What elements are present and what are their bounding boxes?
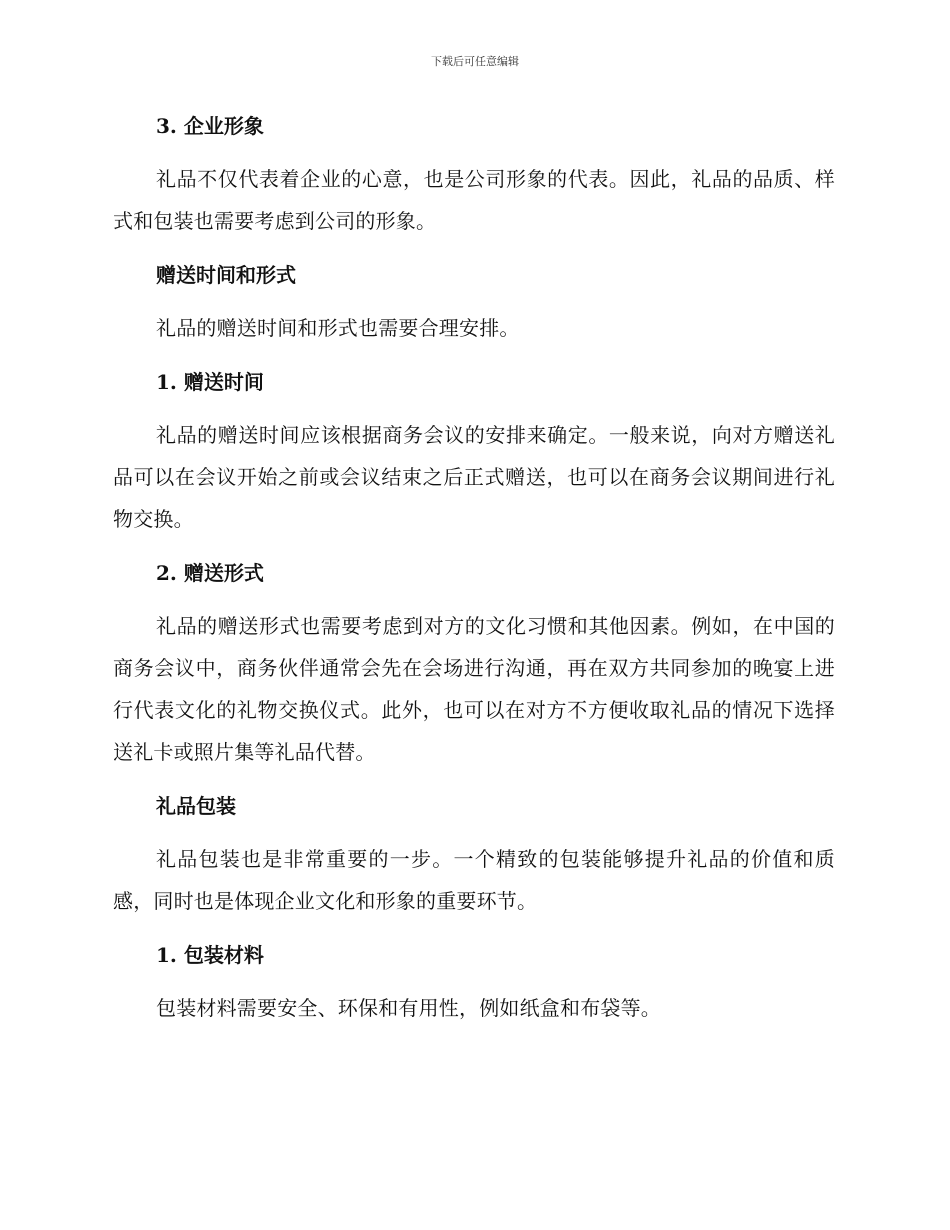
page-header: 下载后可任意编辑 xyxy=(431,55,519,68)
paragraph-gift-timing-and-form: 礼品的赠送时间和形式也需要合理安排。 xyxy=(156,316,520,340)
document-body xyxy=(113,106,835,1029)
section-heading-gift-timing: 1. 赠送时间 xyxy=(156,370,264,394)
section-heading-corporate-image: 3. 企业形象 xyxy=(156,114,264,138)
section-heading-packaging-materials: 1. 包装材料 xyxy=(156,943,264,967)
section-heading-gift-form: 2. 赠送形式 xyxy=(156,561,264,585)
section-heading-gift-packaging: 礼品包装 xyxy=(156,794,236,818)
section-heading-gift-timing-and-form: 赠送时间和形式 xyxy=(156,263,296,287)
paragraph-gift-packaging: 礼品包装也是非常重要的一步。一个精致的包装能够提升礼品的价值和质感，同时也是体现企业文化和形象的重要环节。 xyxy=(113,847,835,913)
paragraph-corporate-image: 礼品不仅代表着企业的心意，也是公司形象的代表。因此，礼品的品质、样式和包装也需要考虑到公司的形象。 xyxy=(113,167,835,233)
paragraph-packaging-materials: 包装材料需要安全、环保和有用性，例如纸盒和布袋等。 xyxy=(156,996,661,1020)
paragraph-gift-form: 礼品的赠送形式也需要考虑到对方的文化习惯和其他因素。例如，在中国的商务会议中，商务伙伴通常会先在会场进行沟通，再在双方共同参加的晚宴上进行代表文化的礼物交换仪式。此外，也可以在对方不方便收取礼品的情况下选择送礼卡或照片集等礼品代替。 xyxy=(113,614,835,764)
paragraph-gift-timing: 礼品的赠送时间应该根据商务会议的安排来确定。一般来说，向对方赠送礼品可以在会议开始之前或会议结束之后正式赠送，也可以在商务会议期间进行礼物交换。 xyxy=(113,423,835,531)
